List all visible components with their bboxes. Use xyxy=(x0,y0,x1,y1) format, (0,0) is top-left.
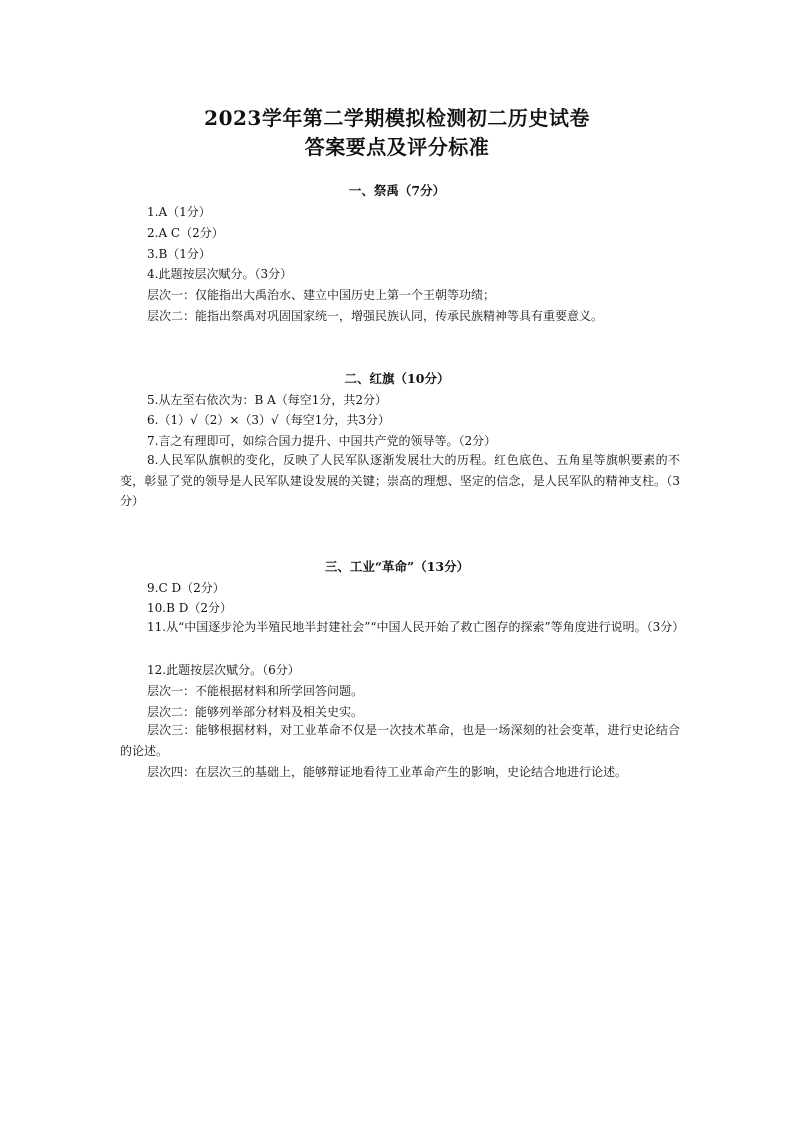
answer-paragraph: 8.人民军队旗帜的变化，反映了人民军队逐渐发展壮大的历程。红色底色、五角星等旗帜要素的不变，彰显了党的领导是人民军队建设发展的关键；崇高的理想、坚定的信念，是人民军队的精神支柱。（3分） xyxy=(120,453,680,508)
answer-line: 7.言之有理即可，如综合国力提升、中国共产党的领导等。（2分） xyxy=(147,434,497,448)
section-heading-2: 二、红旗（10分） xyxy=(344,371,450,386)
answer-line: 9.C D（2分） xyxy=(147,581,225,595)
document-title: 2023学年第二学期模拟检测初二历史试卷 xyxy=(204,106,590,130)
answer-line: 层次二：能指出祭禹对巩固国家统一，增强民族认同，传承民族精神等具有重要意义。 xyxy=(147,309,604,323)
answer-line: 层次一：仅能指出大禹治水、建立中国历史上第一个王朝等功绩； xyxy=(147,288,496,302)
answer-line: 3.B（1分） xyxy=(147,247,211,261)
answer-line: 层次一：不能根据材料和所学回答问题。 xyxy=(147,684,364,698)
answer-line: 5.从左至右依次为：B A（每空1分，共2分） xyxy=(147,393,388,407)
answer-line: 6.（1）√（2）×（3）√（每空1分，共3分） xyxy=(147,413,390,427)
answer-paragraph: 层次三：能够根据材料，对工业革命不仅是一次技术革命，也是一场深刻的社会变革，进行史论结合的论述。 xyxy=(120,723,680,758)
answer-line: 12.此题按层次赋分。（6分） xyxy=(147,663,300,677)
answer-line: 10.B D（2分） xyxy=(147,601,232,615)
answer-line: 2.A C（2分） xyxy=(147,226,224,240)
answer-line: 层次二：能够列举部分材料及相关史实。 xyxy=(147,705,364,719)
answer-paragraph: 11.从“中国逐步沦为半殖民地半封建社会”“中国人民开始了救亡图存的探索”等角度进行说明。（3分） xyxy=(147,620,685,634)
answer-line: 1.A（1分） xyxy=(147,205,211,219)
answer-line: 4.此题按层次赋分。（3分） xyxy=(147,267,293,281)
section-heading-1: 一、祭禹（7分） xyxy=(348,183,446,198)
answer-paragraph: 层次四：在层次三的基础上，能够辩证地看待工业革命产生的影响，史论结合地进行论述。 xyxy=(147,765,628,779)
document-subtitle: 答案要点及评分标准 xyxy=(304,135,490,159)
section-heading-3: 三、工业“革命”（13分） xyxy=(324,559,470,574)
